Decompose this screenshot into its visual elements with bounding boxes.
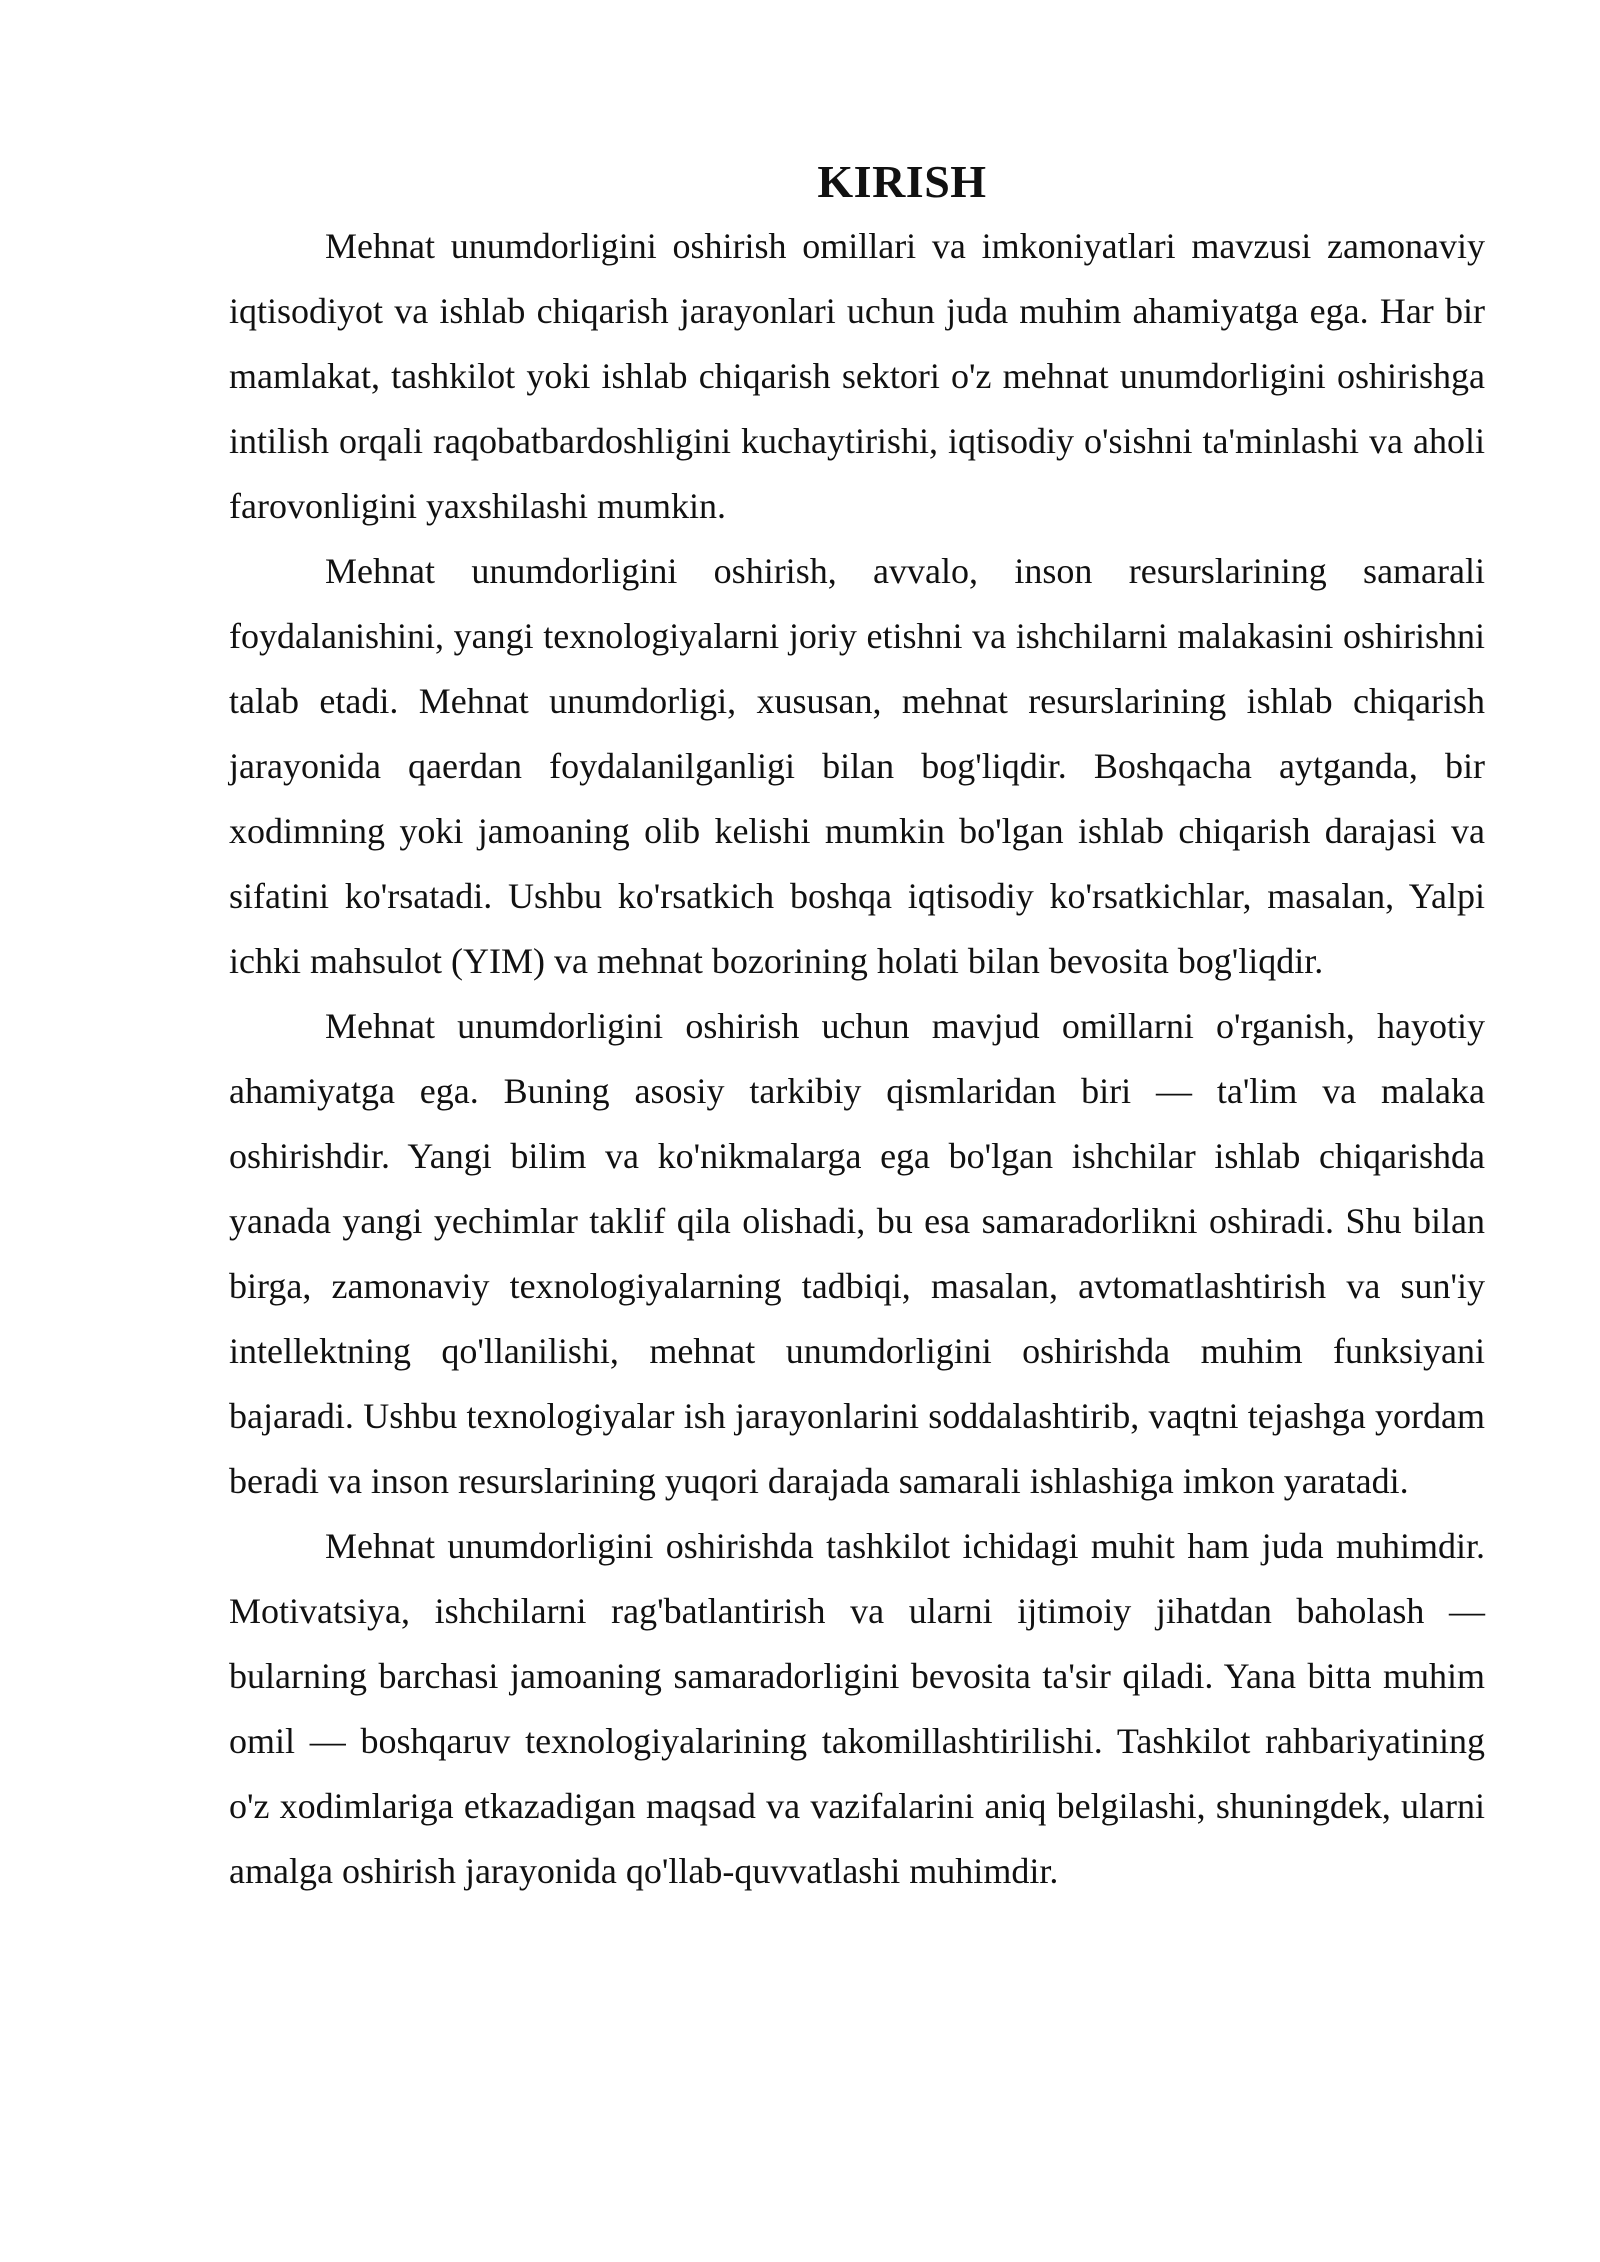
page-title: KIRISH	[817, 156, 987, 207]
paragraph-1: Mehnat unumdorligini oshirish omillari va imkoniyatlari mavzusi zamonaviy iqtisodiyot va ishlab chiqarish jarayonlari uchun juda muhim ahamiyatga ega. Har bir mamlakat, tashkilot yoki ishlab chiqarish sektori o'z mehnat unumdorligini oshirishga intilish orqali raqobatbardoshligini kuchaytirishi, iqtisodiy o'sishni ta'minlashi va aholi farovonligini yaxshilashi mumkin.	[229, 226, 1485, 526]
paragraph-4: Mehnat unumdorligini oshirishda tashkilot ichidagi muhit ham juda muhimdir. Motivatsiya, ishchilarni rag'batlantirish va ularni ijtimoiy jihatdan baholash — bularning barchasi jamoaning samaradorligini bevosita ta'sir qiladi. Yana bitta muhim omil — boshqaruv texnologiyalarining takomillashtirilishi. Tashkilot rahbariyatining o'z xodimlariga etkazadigan maqsad va vazifalarini aniq belgilashi, shuningdek, ularni amalga oshirish jarayonida qo'llab-quvvatlashi muhimdir.	[229, 1526, 1485, 1891]
document-body	[229, 150, 1485, 1904]
paragraph-2: Mehnat unumdorligini oshirish, avvalo, inson resurslarining samarali foydalanishini, yangi texnologiyalarni joriy etishni va ishchilarni malakasini oshirishni talab etadi. Mehnat unumdorligi, xususan, mehnat resurslarining ishlab chiqarish jarayonida qaerdan foydalanilganligi bilan bog'liqdir. Boshqacha aytganda, bir xodimning yoki jamoaning olib kelishi mumkin bo'lgan ishlab chiqarish darajasi va sifatini ko'rsatadi. Ushbu ko'rsatkich boshqa iqtisodiy ko'rsatkichlar, masalan, Yalpi ichki mahsulot (YIM) va mehnat bozorining holati bilan bevosita bog'liqdir.	[229, 551, 1485, 981]
paragraph-3: Mehnat unumdorligini oshirish uchun mavjud omillarni o'rganish, hayotiy ahamiyatga ega. Buning asosiy tarkibiy qismlaridan biri — ta'lim va malaka oshirishdir. Yangi bilim va ko'nikmalarga ega bo'lgan ishchilar ishlab chiqarishda yanada yangi yechimlar taklif qila olishadi, bu esa samaradorlikni oshiradi. Shu bilan birga, zamonaviy texnologiyalarning tadbiqi, masalan, avtomatlashtirish va sun'iy intellektning qo'llanilishi, mehnat unumdorligini oshirishda muhim funksiyani bajaradi. Ushbu texnologiyalar ish jarayonlarini soddalashtirib, vaqtni tejashga yordam beradi va inson resurslarining yuqori darajada samarali ishlashiga imkon yaratadi.	[229, 1006, 1485, 1501]
